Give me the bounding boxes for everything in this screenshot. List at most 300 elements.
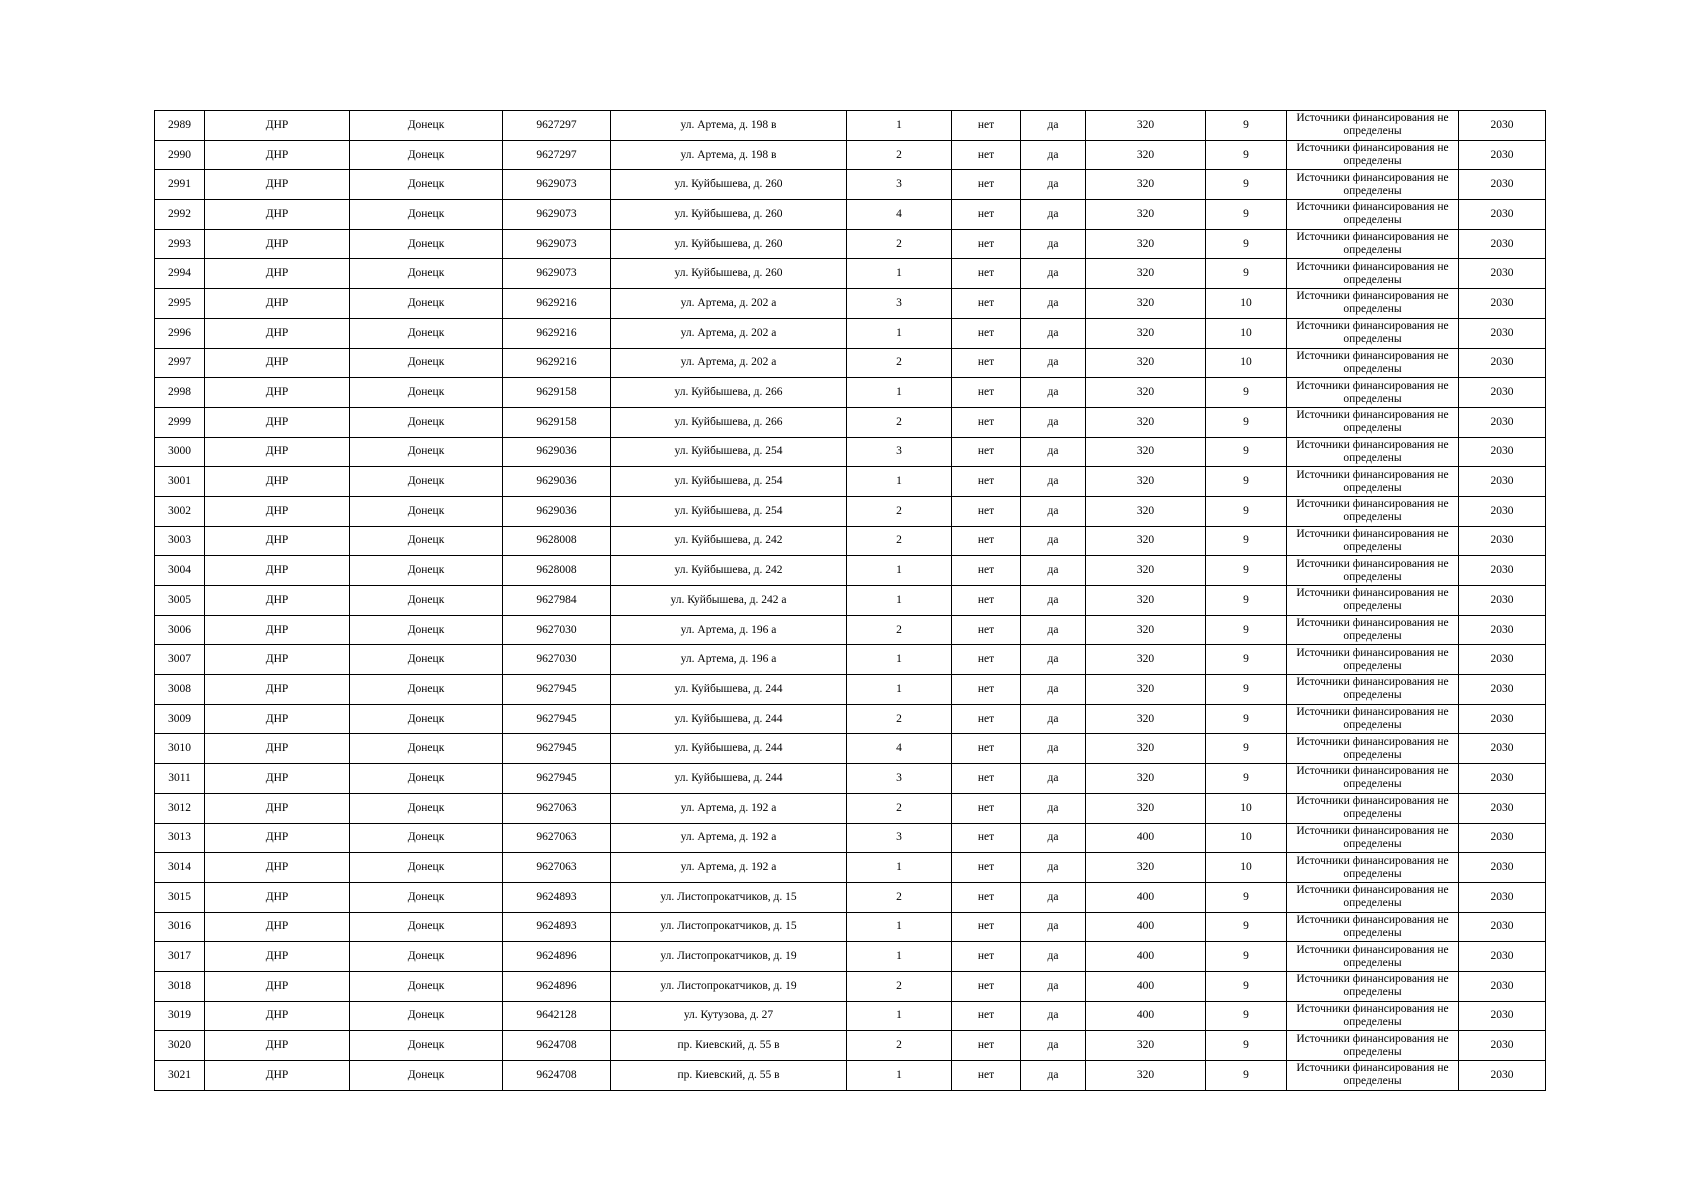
entrance-cell: 1 [847,675,952,705]
flag-no-cell: нет [952,556,1021,586]
flag-yes-cell: да [1021,170,1086,200]
address-cell: ул. Артема, д. 196 а [611,645,847,675]
entrance-cell: 2 [847,971,952,1001]
flag-no-cell: нет [952,793,1021,823]
funding-source-cell: Источники финансирования не определены [1287,407,1459,437]
flag-yes-cell: да [1021,971,1086,1001]
region-cell: ДНР [205,971,350,1001]
entrance-cell: 1 [847,259,952,289]
entrance-cell: 2 [847,882,952,912]
floors-cell: 9 [1206,704,1287,734]
address-cell: ул. Куйбышева, д. 244 [611,704,847,734]
city-cell: Донецк [350,496,503,526]
object-code-cell: 9624893 [503,882,611,912]
flag-yes-cell: да [1021,853,1086,883]
capacity-cell: 400 [1086,942,1206,972]
entrance-cell: 2 [847,793,952,823]
floors-cell: 9 [1206,556,1287,586]
object-code-cell: 9629216 [503,289,611,319]
floors-cell: 9 [1206,140,1287,170]
year-cell: 2030 [1459,1031,1546,1061]
table-row [155,170,1546,200]
funding-source-cell: Источники финансирования не определены [1287,823,1459,853]
flag-yes-cell: да [1021,556,1086,586]
address-cell: ул. Куйбышева, д. 260 [611,259,847,289]
row-number-cell: 2999 [155,407,205,437]
region-cell: ДНР [205,704,350,734]
capacity-cell: 400 [1086,1001,1206,1031]
table-row [155,586,1546,616]
city-cell: Донецк [350,526,503,556]
capacity-cell: 320 [1086,467,1206,497]
region-cell: ДНР [205,615,350,645]
address-cell: ул. Куйбышева, д. 254 [611,496,847,526]
address-cell: ул. Куйбышева, д. 254 [611,467,847,497]
document-page [154,110,1545,1091]
row-number-cell: 2993 [155,229,205,259]
flag-yes-cell: да [1021,407,1086,437]
entrance-cell: 2 [847,348,952,378]
flag-no-cell: нет [952,823,1021,853]
year-cell: 2030 [1459,971,1546,1001]
capacity-cell: 320 [1086,348,1206,378]
flag-no-cell: нет [952,971,1021,1001]
object-code-cell: 9629036 [503,437,611,467]
object-code-cell: 9629036 [503,467,611,497]
flag-no-cell: нет [952,229,1021,259]
address-cell: ул. Листопрокатчиков, д. 19 [611,942,847,972]
flag-no-cell: нет [952,615,1021,645]
floors-cell: 9 [1206,764,1287,794]
address-cell: ул. Куйбышева, д. 266 [611,407,847,437]
flag-no-cell: нет [952,942,1021,972]
entrance-cell: 1 [847,1001,952,1031]
row-number-cell: 3017 [155,942,205,972]
flag-no-cell: нет [952,170,1021,200]
row-number-cell: 3014 [155,853,205,883]
floors-cell: 10 [1206,348,1287,378]
entrance-cell: 3 [847,289,952,319]
flag-no-cell: нет [952,111,1021,141]
flag-yes-cell: да [1021,615,1086,645]
city-cell: Донецк [350,229,503,259]
table-row [155,407,1546,437]
row-number-cell: 3012 [155,793,205,823]
floors-cell: 9 [1206,229,1287,259]
year-cell: 2030 [1459,111,1546,141]
floors-cell: 9 [1206,496,1287,526]
capacity-cell: 320 [1086,496,1206,526]
table-row [155,734,1546,764]
funding-source-cell: Источники финансирования не определены [1287,526,1459,556]
entrance-cell: 1 [847,912,952,942]
registry-table [154,110,1546,1091]
region-cell: ДНР [205,882,350,912]
city-cell: Донецк [350,734,503,764]
row-number-cell: 2998 [155,378,205,408]
table-row [155,437,1546,467]
year-cell: 2030 [1459,496,1546,526]
city-cell: Донецк [350,348,503,378]
address-cell: ул. Куйбышева, д. 244 [611,734,847,764]
row-number-cell: 2990 [155,140,205,170]
funding-source-cell: Источники финансирования не определены [1287,853,1459,883]
city-cell: Донецк [350,111,503,141]
funding-source-cell: Источники финансирования не определены [1287,1001,1459,1031]
city-cell: Донецк [350,556,503,586]
flag-no-cell: нет [952,437,1021,467]
object-code-cell: 9627063 [503,853,611,883]
flag-no-cell: нет [952,912,1021,942]
table-row [155,615,1546,645]
floors-cell: 9 [1206,111,1287,141]
region-cell: ДНР [205,912,350,942]
object-code-cell: 9629073 [503,170,611,200]
year-cell: 2030 [1459,942,1546,972]
table-row [155,823,1546,853]
address-cell: ул. Куйбышева, д. 244 [611,764,847,794]
object-code-cell: 9627030 [503,615,611,645]
table-row [155,496,1546,526]
capacity-cell: 400 [1086,823,1206,853]
flag-no-cell: нет [952,704,1021,734]
region-cell: ДНР [205,586,350,616]
capacity-cell: 320 [1086,734,1206,764]
address-cell: ул. Куйбышева, д. 260 [611,170,847,200]
city-cell: Донецк [350,289,503,319]
year-cell: 2030 [1459,675,1546,705]
entrance-cell: 1 [847,467,952,497]
table-row [155,853,1546,883]
capacity-cell: 320 [1086,556,1206,586]
flag-no-cell: нет [952,1001,1021,1031]
floors-cell: 10 [1206,793,1287,823]
region-cell: ДНР [205,496,350,526]
funding-source-cell: Источники финансирования не определены [1287,1031,1459,1061]
floors-cell: 10 [1206,289,1287,319]
table-row [155,318,1546,348]
flag-no-cell: нет [952,496,1021,526]
object-code-cell: 9629158 [503,378,611,408]
table-row [155,200,1546,230]
region-cell: ДНР [205,942,350,972]
year-cell: 2030 [1459,437,1546,467]
region-cell: ДНР [205,318,350,348]
table-row [155,378,1546,408]
table-row [155,704,1546,734]
row-number-cell: 2992 [155,200,205,230]
flag-yes-cell: да [1021,289,1086,319]
entrance-cell: 2 [847,526,952,556]
funding-source-cell: Источники финансирования не определены [1287,793,1459,823]
object-code-cell: 9629073 [503,200,611,230]
flag-yes-cell: да [1021,675,1086,705]
city-cell: Донецк [350,853,503,883]
region-cell: ДНР [205,407,350,437]
year-cell: 2030 [1459,467,1546,497]
flag-yes-cell: да [1021,496,1086,526]
address-cell: пр. Киевский, д. 55 в [611,1061,847,1091]
row-number-cell: 3002 [155,496,205,526]
year-cell: 2030 [1459,170,1546,200]
region-cell: ДНР [205,437,350,467]
region-cell: ДНР [205,200,350,230]
flag-yes-cell: да [1021,467,1086,497]
funding-source-cell: Источники финансирования не определены [1287,111,1459,141]
floors-cell: 9 [1206,378,1287,408]
region-cell: ДНР [205,645,350,675]
year-cell: 2030 [1459,615,1546,645]
capacity-cell: 320 [1086,259,1206,289]
address-cell: ул. Артема, д. 192 а [611,853,847,883]
funding-source-cell: Источники финансирования не определены [1287,200,1459,230]
row-number-cell: 3003 [155,526,205,556]
floors-cell: 9 [1206,170,1287,200]
capacity-cell: 320 [1086,704,1206,734]
address-cell: ул. Куйбышева, д. 242 а [611,586,847,616]
city-cell: Донецк [350,942,503,972]
table-row [155,1061,1546,1091]
city-cell: Донецк [350,882,503,912]
funding-source-cell: Источники финансирования не определены [1287,882,1459,912]
entrance-cell: 1 [847,1061,952,1091]
flag-yes-cell: да [1021,645,1086,675]
entrance-cell: 2 [847,407,952,437]
region-cell: ДНР [205,229,350,259]
address-cell: ул. Артема, д. 198 в [611,140,847,170]
capacity-cell: 320 [1086,111,1206,141]
address-cell: ул. Артема, д. 196 а [611,615,847,645]
flag-no-cell: нет [952,348,1021,378]
floors-cell: 9 [1206,526,1287,556]
year-cell: 2030 [1459,793,1546,823]
address-cell: ул. Артема, д. 202 а [611,348,847,378]
entrance-cell: 3 [847,437,952,467]
capacity-cell: 320 [1086,526,1206,556]
table-row [155,556,1546,586]
entrance-cell: 3 [847,170,952,200]
object-code-cell: 9624896 [503,942,611,972]
year-cell: 2030 [1459,556,1546,586]
row-number-cell: 3000 [155,437,205,467]
floors-cell: 9 [1206,586,1287,616]
capacity-cell: 320 [1086,853,1206,883]
region-cell: ДНР [205,734,350,764]
flag-yes-cell: да [1021,704,1086,734]
object-code-cell: 9627063 [503,823,611,853]
year-cell: 2030 [1459,348,1546,378]
capacity-cell: 320 [1086,229,1206,259]
table-row [155,467,1546,497]
capacity-cell: 320 [1086,378,1206,408]
table-body [155,111,1546,1091]
flag-no-cell: нет [952,1061,1021,1091]
funding-source-cell: Источники финансирования не определены [1287,318,1459,348]
funding-source-cell: Источники финансирования не определены [1287,645,1459,675]
floors-cell: 9 [1206,1001,1287,1031]
city-cell: Донецк [350,586,503,616]
funding-source-cell: Источники финансирования не определены [1287,378,1459,408]
city-cell: Донецк [350,1061,503,1091]
capacity-cell: 320 [1086,764,1206,794]
entrance-cell: 2 [847,229,952,259]
year-cell: 2030 [1459,734,1546,764]
entrance-cell: 1 [847,556,952,586]
floors-cell: 9 [1206,734,1287,764]
entrance-cell: 1 [847,645,952,675]
region-cell: ДНР [205,823,350,853]
row-number-cell: 2996 [155,318,205,348]
flag-yes-cell: да [1021,942,1086,972]
floors-cell: 9 [1206,437,1287,467]
flag-yes-cell: да [1021,1061,1086,1091]
row-number-cell: 3020 [155,1031,205,1061]
year-cell: 2030 [1459,1001,1546,1031]
city-cell: Донецк [350,615,503,645]
object-code-cell: 9627063 [503,793,611,823]
entrance-cell: 1 [847,853,952,883]
capacity-cell: 320 [1086,437,1206,467]
city-cell: Донецк [350,170,503,200]
region-cell: ДНР [205,526,350,556]
row-number-cell: 2989 [155,111,205,141]
floors-cell: 9 [1206,615,1287,645]
region-cell: ДНР [205,170,350,200]
capacity-cell: 320 [1086,289,1206,319]
object-code-cell: 9627945 [503,734,611,764]
flag-no-cell: нет [952,645,1021,675]
entrance-cell: 2 [847,496,952,526]
address-cell: ул. Куйбышева, д. 242 [611,526,847,556]
row-number-cell: 3011 [155,764,205,794]
flag-no-cell: нет [952,467,1021,497]
flag-no-cell: нет [952,764,1021,794]
capacity-cell: 400 [1086,971,1206,1001]
region-cell: ДНР [205,1001,350,1031]
object-code-cell: 9624893 [503,912,611,942]
entrance-cell: 1 [847,942,952,972]
capacity-cell: 320 [1086,318,1206,348]
object-code-cell: 9629158 [503,407,611,437]
row-number-cell: 3001 [155,467,205,497]
year-cell: 2030 [1459,200,1546,230]
floors-cell: 9 [1206,882,1287,912]
address-cell: ул. Куйбышева, д. 266 [611,378,847,408]
floors-cell: 9 [1206,912,1287,942]
floors-cell: 9 [1206,1061,1287,1091]
city-cell: Донецк [350,764,503,794]
city-cell: Донецк [350,407,503,437]
funding-source-cell: Источники финансирования не определены [1287,556,1459,586]
flag-no-cell: нет [952,200,1021,230]
city-cell: Донецк [350,645,503,675]
flag-no-cell: нет [952,526,1021,556]
object-code-cell: 9627945 [503,675,611,705]
city-cell: Донецк [350,1031,503,1061]
floors-cell: 9 [1206,675,1287,705]
flag-no-cell: нет [952,586,1021,616]
flag-yes-cell: да [1021,140,1086,170]
row-number-cell: 3019 [155,1001,205,1031]
city-cell: Донецк [350,437,503,467]
object-code-cell: 9642128 [503,1001,611,1031]
region-cell: ДНР [205,793,350,823]
year-cell: 2030 [1459,704,1546,734]
flag-yes-cell: да [1021,526,1086,556]
row-number-cell: 3013 [155,823,205,853]
address-cell: ул. Куйбышева, д. 254 [611,437,847,467]
flag-yes-cell: да [1021,111,1086,141]
object-code-cell: 9624896 [503,971,611,1001]
floors-cell: 9 [1206,259,1287,289]
region-cell: ДНР [205,289,350,319]
entrance-cell: 1 [847,378,952,408]
row-number-cell: 2997 [155,348,205,378]
capacity-cell: 320 [1086,586,1206,616]
capacity-cell: 320 [1086,793,1206,823]
address-cell: ул. Куйбышева, д. 242 [611,556,847,586]
flag-yes-cell: да [1021,229,1086,259]
row-number-cell: 3016 [155,912,205,942]
capacity-cell: 320 [1086,615,1206,645]
address-cell: ул. Листопрокатчиков, д. 15 [611,882,847,912]
address-cell: пр. Киевский, д. 55 в [611,1031,847,1061]
flag-yes-cell: да [1021,200,1086,230]
region-cell: ДНР [205,140,350,170]
funding-source-cell: Источники финансирования не определены [1287,289,1459,319]
flag-no-cell: нет [952,882,1021,912]
table-row [155,764,1546,794]
capacity-cell: 320 [1086,1061,1206,1091]
year-cell: 2030 [1459,1061,1546,1091]
table-row [155,675,1546,705]
year-cell: 2030 [1459,407,1546,437]
region-cell: ДНР [205,675,350,705]
region-cell: ДНР [205,556,350,586]
capacity-cell: 320 [1086,140,1206,170]
funding-source-cell: Источники финансирования не определены [1287,912,1459,942]
funding-source-cell: Источники финансирования не определены [1287,229,1459,259]
floors-cell: 10 [1206,823,1287,853]
address-cell: ул. Куйбышева, д. 260 [611,200,847,230]
address-cell: ул. Артема, д. 202 а [611,318,847,348]
floors-cell: 9 [1206,467,1287,497]
row-number-cell: 3015 [155,882,205,912]
object-code-cell: 9629036 [503,496,611,526]
address-cell: ул. Артема, д. 198 в [611,111,847,141]
flag-no-cell: нет [952,259,1021,289]
funding-source-cell: Источники финансирования не определены [1287,496,1459,526]
flag-no-cell: нет [952,140,1021,170]
object-code-cell: 9627297 [503,140,611,170]
table-row [155,1001,1546,1031]
capacity-cell: 320 [1086,407,1206,437]
flag-no-cell: нет [952,289,1021,319]
city-cell: Донецк [350,200,503,230]
object-code-cell: 9624708 [503,1031,611,1061]
year-cell: 2030 [1459,378,1546,408]
funding-source-cell: Источники финансирования не определены [1287,675,1459,705]
year-cell: 2030 [1459,259,1546,289]
flag-no-cell: нет [952,853,1021,883]
year-cell: 2030 [1459,140,1546,170]
capacity-cell: 320 [1086,645,1206,675]
floors-cell: 9 [1206,645,1287,675]
flag-yes-cell: да [1021,1001,1086,1031]
table-row [155,971,1546,1001]
flag-yes-cell: да [1021,259,1086,289]
object-code-cell: 9629073 [503,259,611,289]
